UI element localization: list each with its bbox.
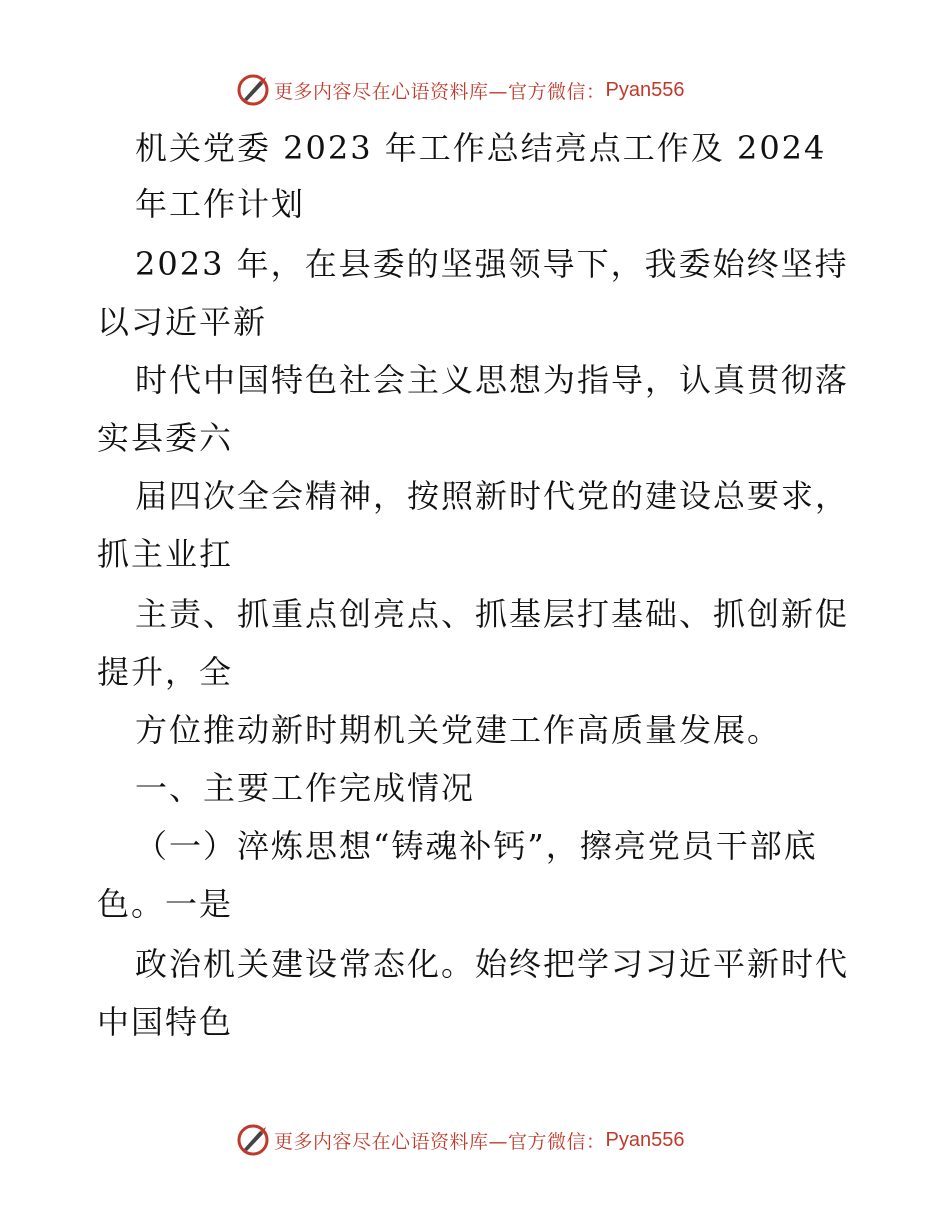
subsection-heading: （一）淬炼思想“铸魂补钙”，擦亮党员干部底 — [135, 827, 818, 865]
paragraph-line: 时代中国特色社会主义思想为指导，认真贯彻落 — [135, 361, 850, 399]
paragraph-line: 政治机关建设常态化。始终把学习习近平新时代 — [135, 945, 850, 983]
paragraph-line: 提升，全 — [97, 653, 234, 691]
footer-watermark — [236, 1122, 684, 1158]
watermark-text: 更多内容尽在心语资料库—官方微信： — [274, 1130, 606, 1153]
paragraph-line: 以习近平新 — [97, 303, 268, 341]
paragraph-line: 实县委六 — [97, 419, 234, 457]
header-watermark — [236, 72, 684, 108]
section-heading: 一、主要工作完成情况 — [135, 769, 476, 807]
watermark-text: 更多内容尽在心语资料库—官方微信： — [274, 80, 606, 103]
watermark-wechat-id: Pyan556 — [605, 78, 685, 101]
watermark-wechat-id: Pyan556 — [605, 1128, 685, 1151]
paragraph-line: 抓主业扛 — [97, 535, 234, 573]
title-line-2: 年工作计划 — [135, 185, 306, 223]
paragraph-line: 2023 年，在县委的坚强领导下，我委始终坚持 — [135, 245, 849, 283]
paragraph-line: 方位推动新时期机关党建工作高质量发展。 — [135, 711, 782, 749]
title-line-1: 机关党委 2023 年工作总结亮点工作及 2024 — [135, 129, 827, 167]
paragraph-line: 主责、抓重点创亮点、抓基层打基础、抓创新促 — [135, 595, 850, 633]
paragraph-line: 色。一是 — [97, 885, 234, 923]
quill-logo-icon — [236, 73, 270, 107]
paragraph-line: 届四次全会精神，按照新时代党的建设总要求， — [135, 477, 850, 515]
paragraph-line: 中国特色 — [97, 1003, 234, 1041]
quill-logo-icon — [236, 1123, 270, 1157]
